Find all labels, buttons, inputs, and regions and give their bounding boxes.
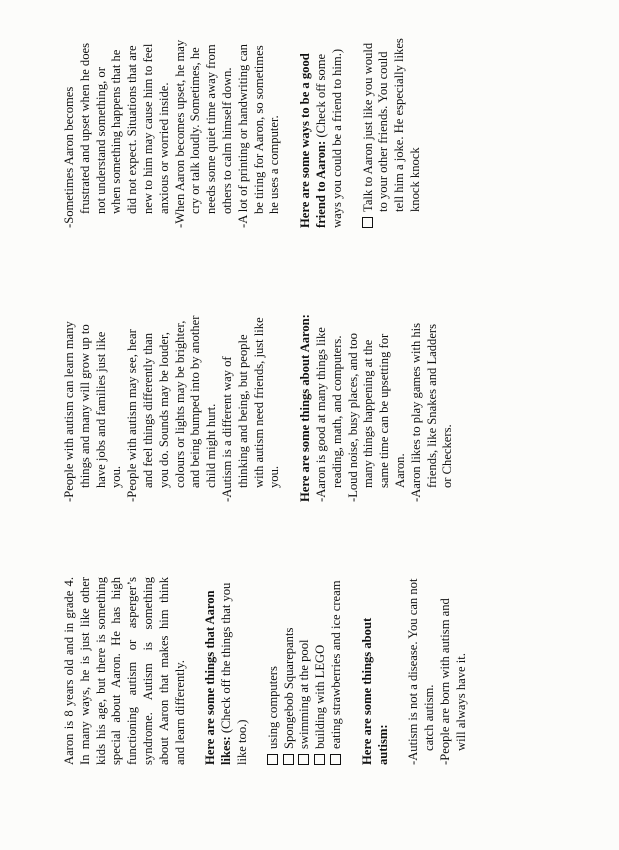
likes-item[interactable]	[329, 577, 345, 765]
checkbox-icon[interactable]	[283, 754, 294, 765]
aaron-point: -A lot of printing or handwriting can be tiring for Aaron, so sometimes he uses a computer.	[235, 44, 282, 228]
column-2	[62, 312, 456, 502]
likes-item-label: swimming at the pool	[297, 639, 312, 749]
likes-checklist	[266, 577, 345, 765]
checkbox-icon[interactable]	[314, 754, 325, 765]
autism-point: -People with autism can learn many things and many will grow up to have jobs and families just like you.	[62, 321, 124, 502]
checkbox-icon[interactable]	[267, 754, 278, 765]
friend-heading	[298, 38, 345, 228]
aaron-point: -Loud noise, busy places, and too many things happening at the same time can be upsetting for Aaron.	[345, 333, 407, 502]
aaron-point: -Aaron likes to play games with his friends, like Snakes and Ladders or Checkers.	[408, 322, 455, 502]
aaron-point: -Sometimes Aaron becomes frustrated and upset when he does not understand something, or when something happens that he did not expect. Situations that are new to him may cause him to feel anxious or worried inside.	[62, 42, 171, 228]
likes-item[interactable]	[266, 577, 282, 765]
aaron-heading: Here are some things about Aaron:	[298, 314, 313, 502]
aaron-point: -When Aaron becomes upset, he may cry or talk loudly. Sometimes, he needs some quiet time away from others to calm himself down.	[172, 39, 234, 228]
column-1	[62, 577, 470, 765]
likes-item-label: Spongebob Squarepants	[281, 627, 296, 749]
likes-item[interactable]	[313, 577, 329, 765]
autism-heading: Here are some things about autism:	[359, 617, 390, 765]
likes-instruction: (Check off the things that you like too.)	[219, 582, 249, 765]
likes-item-label: eating strawberries and ice cream	[328, 580, 343, 749]
autism-point: -People are born with autism and will always have it.	[437, 598, 468, 765]
checkbox-icon[interactable]	[330, 754, 341, 765]
friend-heading-text: Here are some ways to be a good friend to Aaron:	[298, 53, 328, 228]
column-3	[62, 38, 424, 228]
likes-item[interactable]	[282, 577, 298, 765]
autism-point: -Autism is not a disease. You can not catch autism.	[406, 578, 437, 765]
friend-instruction: (Check off some ways you could be a friend to him.)	[313, 48, 344, 228]
likes-item-label: building with LEGO	[313, 644, 328, 749]
checkbox-icon[interactable]	[298, 754, 309, 765]
friend-checklist	[361, 38, 424, 228]
autism-point: -Autism is a different way of thinking and being, but people with autism need friends, just like you.	[219, 317, 282, 502]
likes-heading	[203, 577, 250, 765]
friend-item-label: Talk to Aaron just like you would to your other friends. You could tell him a joke. He especially likes knock knock	[360, 38, 422, 212]
friend-item[interactable]	[361, 38, 424, 228]
aaron-point: -Aaron is good at many things like reading, math, and computers.	[313, 327, 344, 502]
checkbox-icon[interactable]	[362, 217, 373, 228]
autism-point: -People with autism may see, hear and feel things differently than you do. Sounds may be louder, colours or lights may be brighter, and being bumped into by another child might hurt.	[125, 315, 219, 502]
likes-item[interactable]	[297, 577, 313, 765]
intro-paragraph: Aaron is 8 years old and in grade 4. In many ways, he is just like other kids his age, but there is something special about Aaron. He has high functioning autism or asperger’s syndrome. Autism is something about Aaron that makes him think and learn differently.	[62, 577, 187, 765]
likes-heading-text: Here are some things that Aaron likes:	[203, 590, 234, 765]
likes-item-label: using computers	[265, 666, 280, 749]
